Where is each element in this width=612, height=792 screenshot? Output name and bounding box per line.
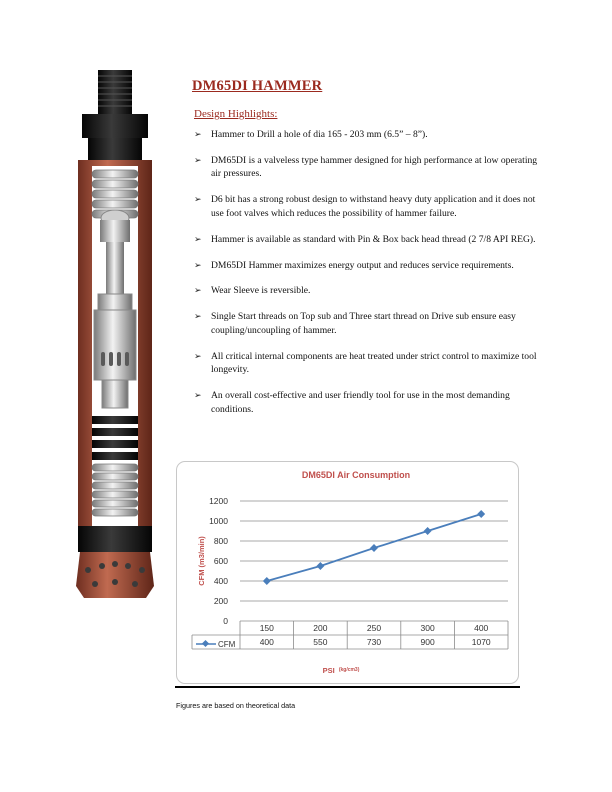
x-tick-label: 150 — [259, 623, 274, 633]
data-point-marker — [370, 544, 378, 552]
bullet-arrow-icon: ➢ — [194, 194, 202, 205]
bullet-arrow-icon: ➢ — [194, 390, 202, 401]
data-table-value: 730 — [366, 637, 382, 647]
data-point-marker — [477, 510, 485, 518]
highlight-item — [194, 193, 544, 220]
highlight-text: All critical internal components are heat treated under strict control to maximize tool longevity. — [211, 350, 537, 376]
highlight-item — [194, 389, 544, 416]
highlight-text: Wear Sleeve is reversible. — [211, 285, 311, 297]
bullet-arrow-icon: ➢ — [194, 311, 202, 322]
data-point-marker — [424, 527, 432, 535]
x-axis-label-text: PSI — [322, 666, 335, 675]
data-table-value: 550 — [313, 637, 328, 647]
x-tick-label: 250 — [366, 623, 382, 633]
document-title: DM65DI HAMMER — [192, 78, 323, 94]
x-axis-label — [323, 666, 360, 675]
highlight-text: D6 bit has a strong robust design to withstand heavy duty application and it does not use foot valves which reduces the possibility of hammer failure. — [211, 194, 536, 219]
y-tick-label: 1200 — [209, 496, 228, 506]
highlight-text: Hammer to Drill a hole of dia 165 - 203 mm (6.5” – 8”). — [211, 129, 428, 140]
highlight-text: DM65DI is a valveless type hammer designed for high performance at low operating air pressures. — [211, 154, 538, 180]
highlight-text: Single Start threads on Top sub and Three start thread on Drive sub ensure easy coupling/uncoupling of hammer. — [211, 311, 516, 336]
air-consumption-chart — [176, 461, 517, 682]
data-point-marker — [316, 562, 324, 570]
design-highlights-heading: Design Highlights: — [194, 108, 278, 120]
footnote: Figures are based on theoretical data — [176, 701, 296, 710]
x-tick-label: 300 — [420, 623, 435, 633]
y-tick-label: 1000 — [209, 516, 228, 526]
highlight-item — [194, 284, 544, 298]
bullet-arrow-icon: ➢ — [194, 154, 202, 165]
y-axis-label: CFM (m3/min) — [197, 536, 206, 586]
data-table-value: 900 — [420, 637, 435, 647]
highlight-item — [194, 310, 544, 337]
bullet-arrow-icon: ➢ — [194, 350, 202, 361]
dth-hammer-illustration — [70, 66, 160, 606]
bullet-arrow-icon: ➢ — [194, 259, 202, 270]
x-tick-label: 200 — [313, 623, 328, 633]
y-tick-label: 0 — [223, 616, 228, 626]
y-tick-label: 400 — [213, 576, 228, 586]
highlight-item — [194, 259, 544, 273]
y-tick-labels — [209, 496, 228, 626]
highlight-text: DM65DI Hammer maximizes energy output and reduces service requirements. — [211, 259, 514, 271]
legend-series-name: CFM — [218, 640, 236, 649]
legend-marker-icon — [202, 640, 209, 647]
data-table-value: 1070 — [471, 637, 491, 647]
data-table-grid — [192, 621, 508, 649]
bullet-arrow-icon: ➢ — [194, 233, 202, 244]
bullet-arrow-icon: ➢ — [194, 129, 202, 139]
highlight-item — [194, 128, 544, 142]
highlight-text: An overall cost-effective and user friendly tool for use in the most demanding conditions. — [211, 390, 510, 415]
highlight-text: Hammer is available as standard with Pin & Box back head thread (2 7/8 API REG). — [211, 233, 536, 245]
highlight-item — [194, 154, 544, 181]
x-tick-label: 400 — [474, 623, 489, 633]
data-table-values — [260, 637, 491, 647]
footer-rule — [175, 686, 520, 688]
highlight-item — [194, 350, 544, 377]
chart-title: DM65DI Air Consumption — [301, 470, 411, 480]
y-tick-label: 200 — [213, 596, 228, 606]
bullet-arrow-icon: ➢ — [194, 285, 202, 296]
y-tick-label: 800 — [213, 536, 228, 546]
data-point-marker — [263, 577, 271, 585]
design-highlights-list — [194, 128, 544, 429]
data-table-value: 400 — [259, 637, 274, 647]
y-tick-label: 600 — [213, 556, 228, 566]
legend-key — [196, 640, 236, 649]
x-axis-unit: (kg/cm3) — [338, 667, 360, 673]
highlight-item — [194, 233, 544, 247]
